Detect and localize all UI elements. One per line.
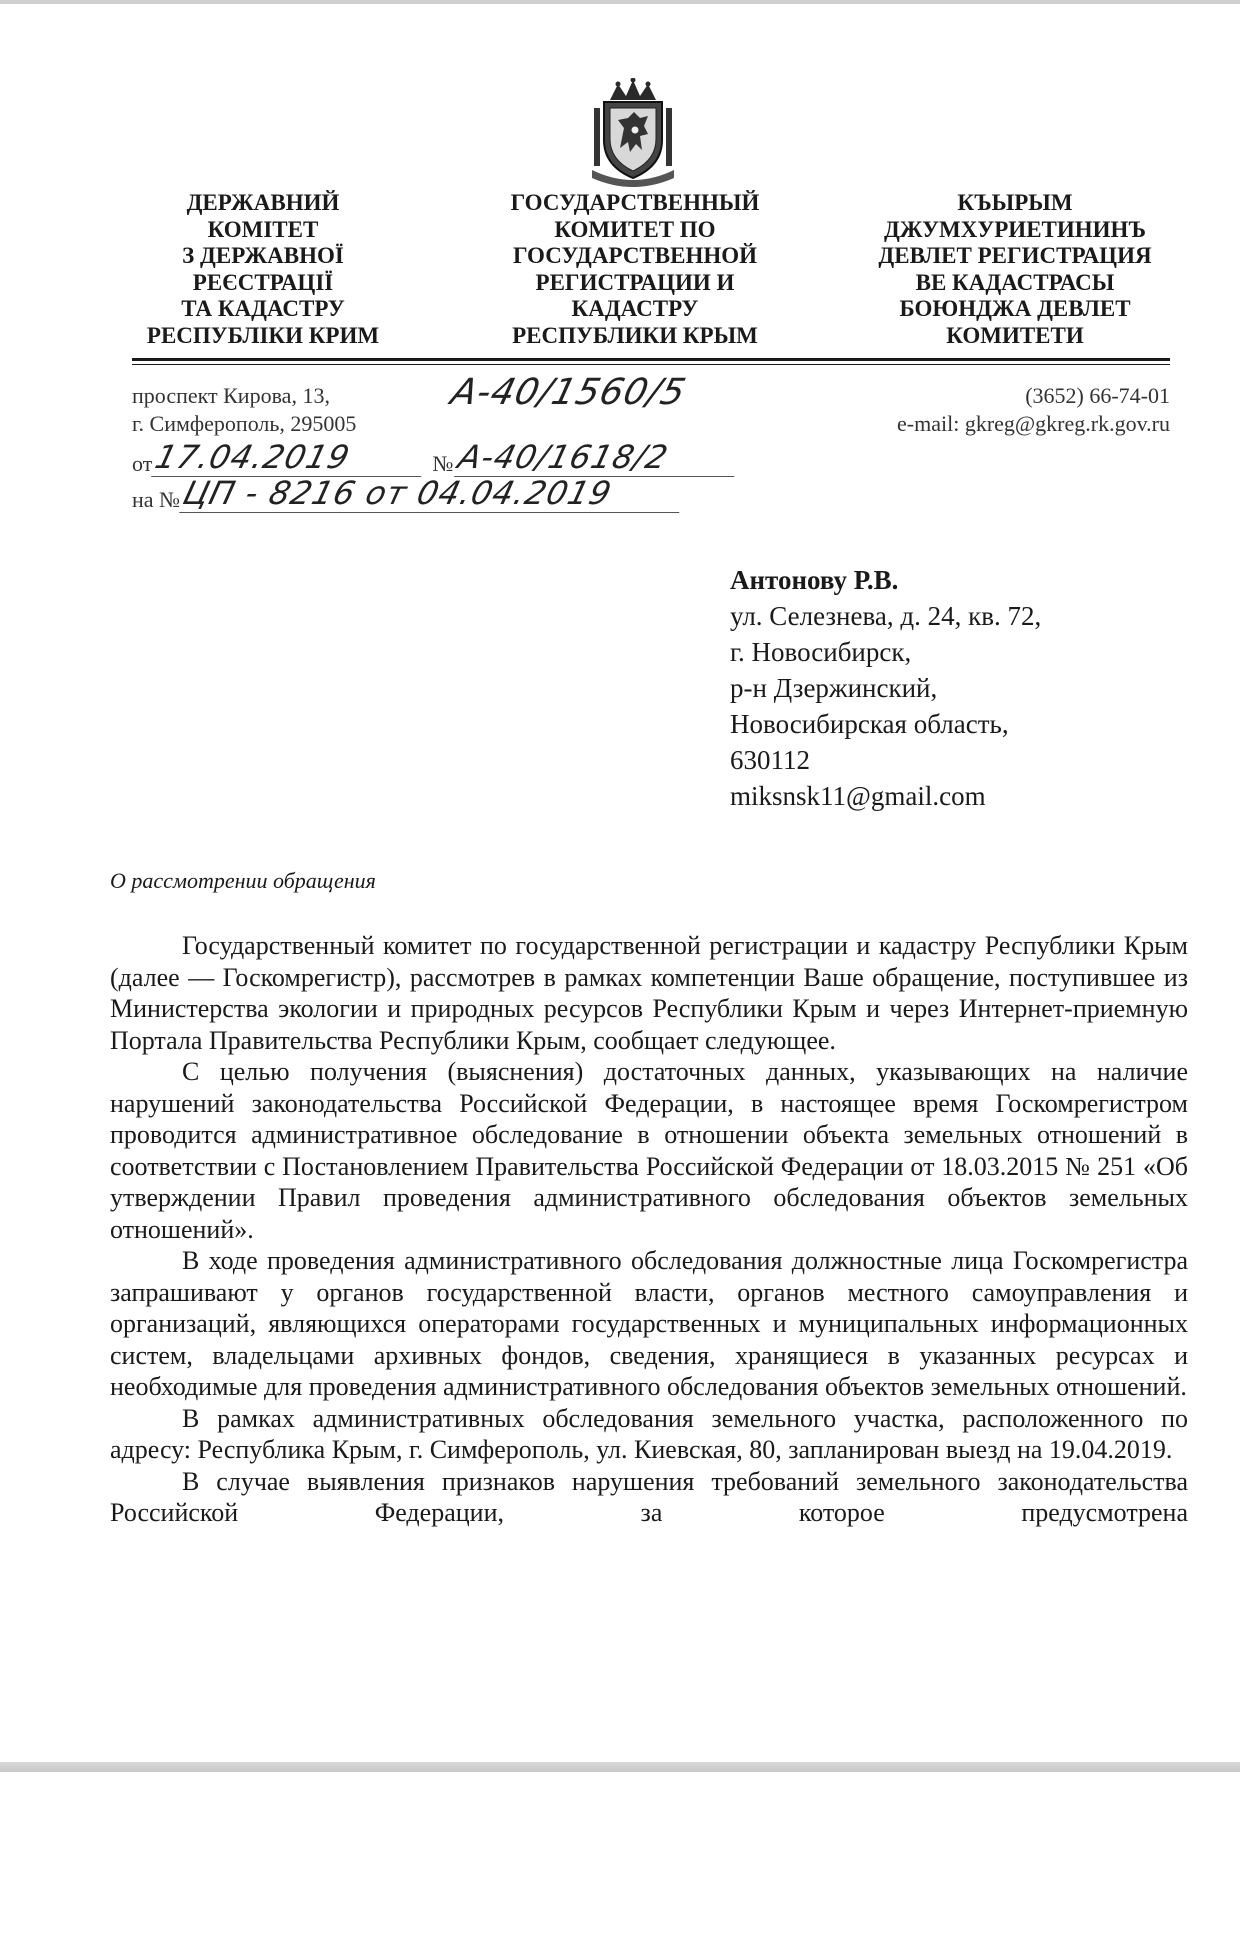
handwritten-registration-number: А-40/1560/5 bbox=[446, 372, 691, 413]
body-paragraph: Государственный комитет по государственной регистрации и кадастру Республики Крым (далее — Госкомрегистр), рассмотрев в рамках компетенции Ваше обращение, поступившее из Министерства экологии и природных ресурсов Республики Крым и через Интернет-приемную Портала Правительства Республики Крым, сообщает следующее. bbox=[110, 931, 1188, 1055]
header-right-line: КЪЫРЫМ bbox=[957, 190, 1073, 215]
outgoing-number: А-40/1618/2 bbox=[454, 438, 744, 477]
reference-line bbox=[132, 474, 684, 513]
email-address: e-mail: gkreg@gkreg.rk.gov.ru bbox=[897, 411, 1170, 436]
address-line: г. Симферополь, 295005 bbox=[132, 411, 357, 436]
header-left-line: ДЕРЖАВНИЙ bbox=[186, 190, 340, 215]
body-paragraph: В случае выявления признаков нарушения требований земельного законодательства Российской Федерации, за которое предусмотрена bbox=[110, 1466, 1188, 1527]
recipient-block bbox=[730, 562, 1041, 814]
header-left-line: РЕСПУБЛІКИ КРИМ bbox=[146, 322, 380, 348]
outgoing-date: 17.04.2019 bbox=[151, 438, 431, 477]
header-middle-line: ГОСУДАРСТВЕННЫЙ bbox=[510, 190, 760, 215]
header-left-line: З ДЕРЖАВНОЇ bbox=[182, 243, 344, 268]
recipient-line: г. Новосибирск, bbox=[730, 637, 912, 667]
recipient-name: Антонову Р.В. bbox=[730, 565, 899, 595]
header-left-line: КОМІТЕТ bbox=[207, 216, 319, 242]
body-paragraph: С целью получения (выяснения) достаточных данных, указывающих на наличие нарушений законодательства Российской Федерации, в настоящее время Госкомрегистром проводится административное обследование в отношении объекта земельных отношений в соответствии с Постановлением Правительства Российской Федерации от 18.03.2015 № 251 «Об утверждении Правил проведения административного обследования объектов земельных отношений». bbox=[110, 1057, 1188, 1244]
header-middle-line: РЕГИСТРАЦИИ И bbox=[535, 269, 735, 295]
header-right-line: ДЕВЛЕТ РЕГИСТРАЦИЯ bbox=[878, 243, 1152, 268]
header-right-line: ДЖУМХУРИЕТИНИНЪ bbox=[883, 216, 1147, 242]
handwritten-number-top-wrap bbox=[446, 372, 691, 413]
incoming-reference: ЦП - 8216 от 04.04.2019 bbox=[179, 474, 689, 513]
body-paragraph: В ходе проведения административного обследования должностные лица Госкомрегистра запрашивают у органов государственной власти, органов местного самоуправления и организаций, являющихся операторами государственных и муниципальных информационных систем, владельцами архивных фондов, сведения, хранящиеся в указанных ресурсах и необходимые для проведения административного обследования объектов земельных отношений. bbox=[110, 1246, 1188, 1401]
recipient-email: miksnsk11@gmail.com bbox=[730, 781, 986, 811]
header-divider bbox=[132, 358, 1170, 361]
crimea-coat-of-arms-icon bbox=[588, 78, 678, 188]
phone-number: (3652) 66-74-01 bbox=[1025, 383, 1170, 408]
header-middle-line: КАДАСТРУ bbox=[571, 296, 699, 321]
letter-subject: О рассмотрении обращения bbox=[110, 868, 376, 893]
header-russian bbox=[470, 190, 800, 349]
from-label: от bbox=[132, 451, 153, 476]
letter-body bbox=[110, 930, 1188, 1529]
header-middle-line: КОМИТЕТ ПО bbox=[554, 216, 716, 242]
header-left-line: ТА КАДАСТРУ bbox=[181, 296, 345, 321]
scan-edge-top bbox=[0, 0, 1240, 4]
scan-edge-bottom bbox=[0, 1762, 1240, 1772]
header-ukrainian bbox=[118, 190, 408, 349]
recipient-line: Новосибирская область, bbox=[730, 709, 1009, 739]
address-line: проспект Кирова, 13, bbox=[132, 383, 330, 408]
recipient-line: 630112 bbox=[730, 745, 810, 775]
recipient-line: ул. Селезнева, д. 24, кв. 72, bbox=[730, 601, 1042, 631]
header-right-line: БОЮНДЖА ДЕВЛЕТ bbox=[899, 296, 1131, 321]
header-right-line: ВЕ КАДАСТРАСЫ bbox=[915, 269, 1115, 295]
date-number-line bbox=[132, 438, 739, 477]
number-label: № bbox=[432, 451, 454, 476]
to-label: на № bbox=[132, 487, 181, 512]
contact-block bbox=[897, 382, 1170, 438]
header-right-line: КОМИТЕТИ bbox=[946, 322, 1084, 348]
header-divider-thin bbox=[132, 364, 1170, 365]
header-crimean-tatar bbox=[850, 190, 1180, 349]
header-middle-line: ГОСУДАРСТВЕННОЙ bbox=[512, 243, 758, 268]
recipient-line: р-н Дзержинский, bbox=[730, 673, 938, 703]
header-middle-line: РЕСПУБЛИКИ КРЫМ bbox=[512, 322, 758, 348]
body-paragraph: В рамках административных обследования земельного участка, расположенного по адресу: Республика Крым, г. Симферополь, ул. Киевская, 80, запланирован выезд на 19.04.2019. bbox=[110, 1403, 1188, 1464]
address-block bbox=[132, 382, 356, 438]
blank-area bbox=[0, 1772, 1240, 1948]
header-left-line: РЕЄСТРАЦІЇ bbox=[192, 269, 334, 295]
